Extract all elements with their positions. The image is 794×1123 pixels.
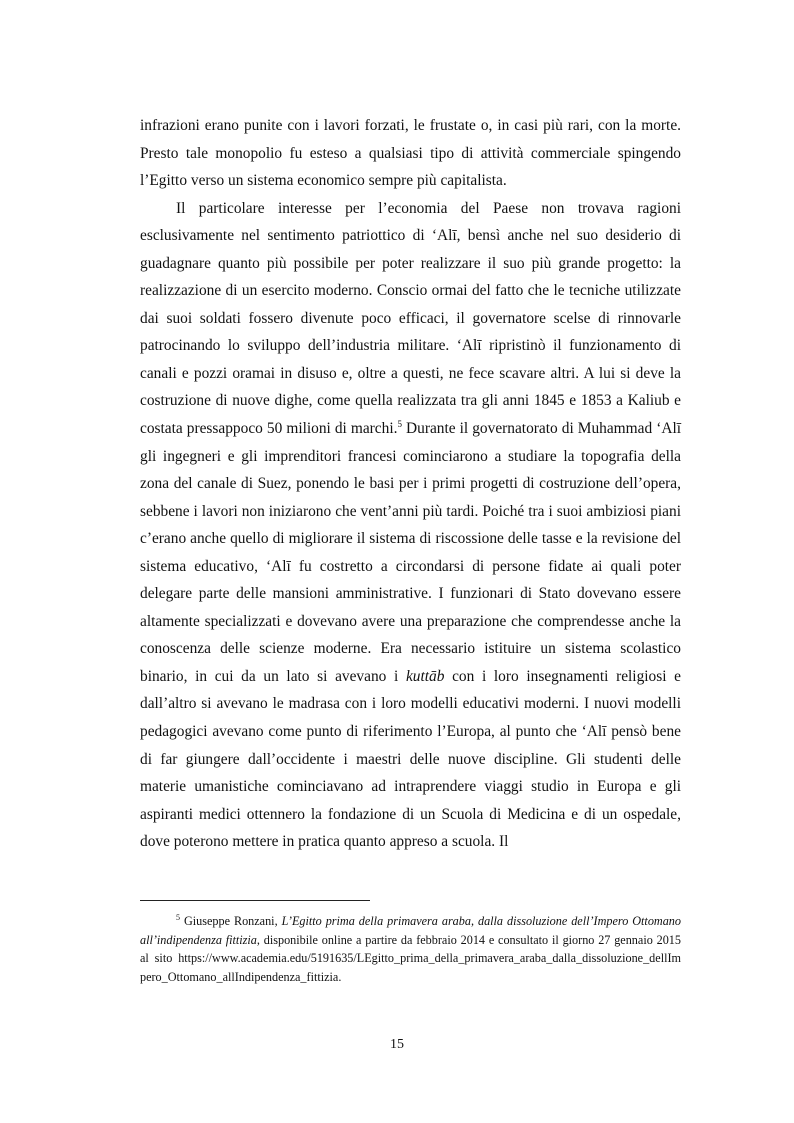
paragraph-2-text-b: Durante il governatorato di Muhammad ‘Alī gli ingegneri e gli imprenditori francesi cominciarono a studiare la topografia della zona del canale di Suez, ponendo le basi per i primi progetti di costruzione dell’opera, sebbene i lavori non iniziarono che vent’anni più tardi. Poiché tra i suoi ambiziosi piani c’erano anche quello di migliorare il sistema di riscossione delle tasse e la revisione del sistema educativo, ‘Alī fu costretto a circondarsi di persone fidate ai quali poter delegare parte delle mansioni amministrative. I funzionari di Stato dovevano essere altamente specializzati e dovevano avere una preparazione che comprendesse anche la conoscenza delle scienze moderne. Era necessario istituire un sistema scolastico binario, in cui da un lato si avevano i [140, 420, 681, 685]
footnote-reference[interactable]: 5 [397, 419, 402, 430]
footnote-divider [140, 900, 370, 901]
footnote-details: , disponibile online a partire da febbraio 2014 e consultato il giorno 27 gennaio 2015 al sito [140, 932, 681, 966]
kuttab-term: kuttāb [405, 667, 445, 685]
paragraph-2-text-c: con i loro insegnamenti religiosi e dall’altro si avevano le madrasa con i loro modelli educativi moderni. I nuovi modelli pedagogici avevano come punto di riferimento l’Europa, al punto che ‘Alī pensò bene di far giungere dall’occidente i maestri delle nuove discipline. Gli studenti delle materie umanistiche cominciavano ad intraprendere viaggi studio in Europa e gli aspiranti medici ottennero la fondazione di un Scuola di Medicina e di un ospedale, dove poterono mettere in pratica quanto appreso a scuola. Il [140, 667, 682, 851]
paragraph-2-text-a: Il particolare interesse per l’economia del Paese non trovava ragioni esclusivamente nel sentimento patriottico di ‘Alī, bensì anche nel suo desiderio di guadagnare quanto più possibile per poter realizzare il suo più grande progetto: la realizzazione di un esercito moderno. Conscio ormai del fatto che le tecniche utilizzate dai suoi soldati fossero divenute poco efficaci, il governatore scelse di rinnovarle patrocinando lo sviluppo dell’industria militare. ‘Alī ripristinò il funzionamento di canali e pozzi oramai in disuso e, oltre a questi, ne fece scavare altri. A lui si deve la costruzione di nuove dighe, come quella realizzata tra gli anni 1845 e 1853 a Kaliub e costata pressappoco 50 milioni di marchi. [140, 199, 681, 438]
footnote-url[interactable]: https://www.academia.edu/5191635/LEgitto_prima_della_primavera_araba_dalla_dissoluzione_dellImpero_Ottomano_allIndipendenza_fittizia. [140, 951, 681, 984]
paragraph-1-text: infrazioni erano punite con i lavori forzati, le frustate o, in casi più rari, con la morte. Presto tale monopolio fu esteso a qualsiasi tipo di attività commerciale spingendo l’Egitto verso un sistema economico sempre più capitalista. [140, 117, 681, 190]
page-number: 15 [390, 1037, 404, 1052]
footnote-author: Giuseppe Ronzani, [180, 914, 282, 928]
footnote-number: 5 [176, 913, 180, 922]
footnote-5 [140, 912, 681, 986]
body-text [140, 112, 681, 856]
paragraph-2 [140, 195, 681, 856]
footnote-title: L’Egitto prima della primavera araba, dalla dissoluzione dell’Impero Ottomano all’indipendenza fittizia [140, 914, 681, 947]
paragraph-1 [140, 112, 681, 195]
